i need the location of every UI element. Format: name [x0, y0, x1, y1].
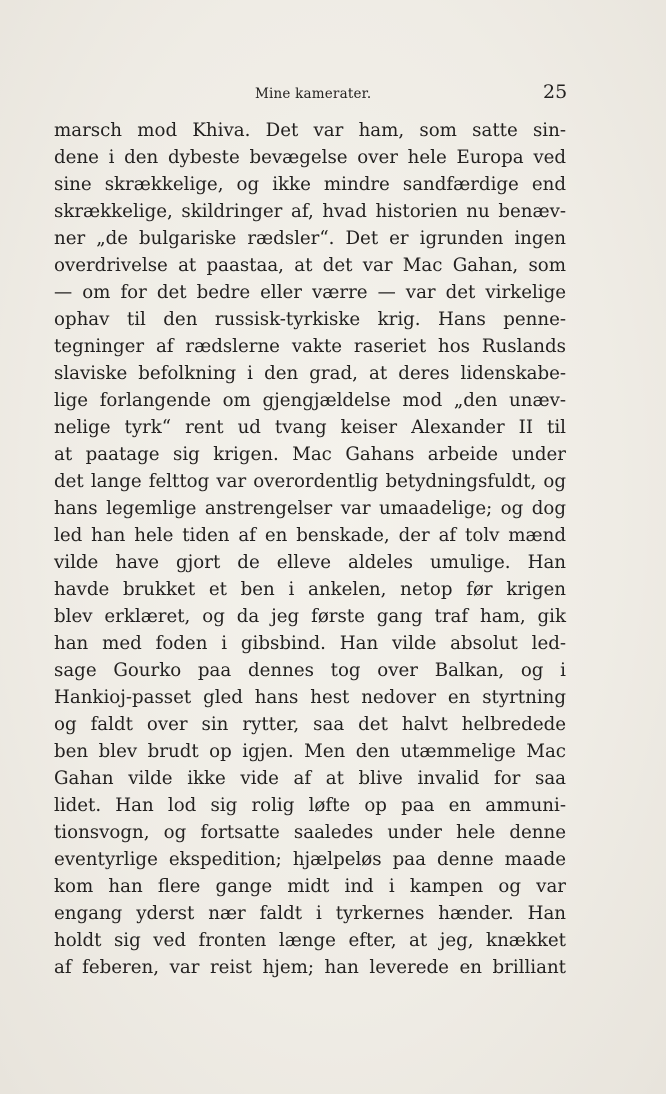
text-line: kom han flere gange midt ind i kampen og var: [54, 876, 566, 897]
text-line: sine skrækkelige, og ikke mindre sandfærdige end: [54, 174, 566, 195]
text-line: blev erklæret, og da jeg første gang traf ham, gik: [54, 606, 566, 627]
text-line: af feberen, var reist hjem; han leverede en brilliant: [54, 957, 566, 978]
text-line: engang yderst nær faldt i tyrkernes hænder. Han: [54, 903, 566, 924]
text-line: at paatage sig krigen. Mac Gahans arbeide under: [54, 444, 566, 465]
text-line: det lange felttog var overordentlig betydningsfuldt, og: [54, 471, 566, 492]
page-number: 25: [543, 81, 568, 103]
text-line: han med foden i gibsbind. Han vilde absolut led-: [54, 633, 566, 654]
text-line: lige forlangende om gjengjældelse mod „den unæv-: [54, 390, 566, 411]
text-line: skrækkelige, skildringer af, hvad historien nu benæv-: [54, 201, 566, 222]
text-line: havde brukket et ben i ankelen, netop før krigen: [54, 579, 566, 600]
header-title: Mine kamerater.: [255, 86, 372, 102]
text-line: Gahan vilde ikke vide af at blive invalid for saa: [54, 768, 566, 789]
text-line: lidet. Han lod sig rolig løfte op paa en ammuni-: [54, 795, 566, 816]
text-line: tegninger af rædslerne vakte raseriet hos Ruslands: [54, 336, 566, 357]
text-line: ben blev brudt op igjen. Men den utæmmelige Mac: [54, 741, 566, 762]
text-line: led han hele tiden af en benskade, der af tolv mænd: [54, 525, 566, 546]
text-line: tionsvogn, og fortsatte saaledes under hele denne: [54, 822, 566, 843]
text-line: nelige tyrk“ rent ud tvang keiser Alexander II til: [54, 417, 566, 438]
body-text: [54, 117, 566, 981]
text-line: sage Gourko paa dennes tog over Balkan, og i: [54, 660, 566, 681]
text-line: overdrivelse at paastaa, at det var Mac Gahan, som: [54, 255, 566, 276]
text-line: — om for det bedre eller værre — var det virkelige: [54, 282, 566, 303]
text-line: og faldt over sin rytter, saa det halvt helbredede: [54, 714, 566, 735]
text-line: dene i den dybeste bevægelse over hele Europa ved: [54, 147, 566, 168]
running-head: [0, 81, 666, 108]
text-line: vilde have gjort de elleve aldeles umulige. Han: [54, 552, 566, 573]
text-line: eventyrlige ekspedition; hjælpeløs paa denne maade: [54, 849, 566, 870]
text-line: marsch mod Khiva. Det var ham, som satte sin-: [54, 120, 566, 141]
text-line: slaviske befolkning i den grad, at deres lidenskabe-: [54, 363, 566, 384]
text-line: holdt sig ved fronten længe efter, at jeg, knækket: [54, 930, 566, 951]
text-line: ner „de bulgariske rædsler“. Det er igrunden ingen: [54, 228, 566, 249]
text-line: ophav til den russisk-tyrkiske krig. Hans penne-: [54, 309, 566, 330]
text-line: Hankioj-passet gled hans hest nedover en styrtning: [54, 687, 566, 708]
text-line: hans legemlige anstrengelser var umaadelige; og dog: [54, 498, 566, 519]
